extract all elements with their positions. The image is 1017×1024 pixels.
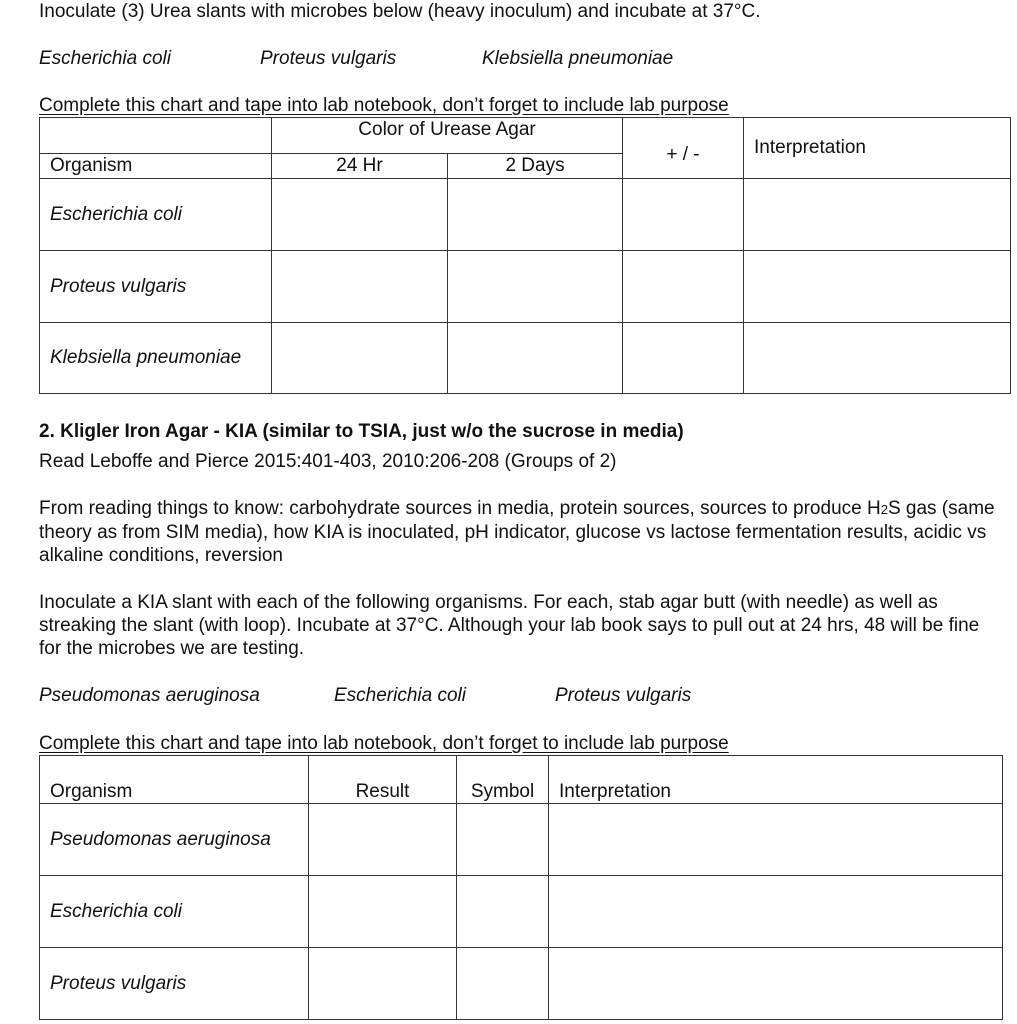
h2s-subscript: 2 xyxy=(880,502,888,517)
table-row xyxy=(40,323,1011,394)
organism-label-klebsiella: Klebsiella pneumoniae xyxy=(482,48,674,69)
result-header: Result xyxy=(309,756,457,804)
cell-2days-input[interactable] xyxy=(448,323,623,394)
table-row xyxy=(40,876,1003,948)
kia-section-title: 2. Kligler Iron Agar - KIA (similar to TSIA, just w/o the sucrose in media) xyxy=(39,421,684,442)
interpretation-header-2: Interpretation xyxy=(549,756,1003,804)
table1-corner-cell xyxy=(40,118,272,154)
cell-result-input[interactable] xyxy=(309,948,457,1020)
cell-2days-input[interactable] xyxy=(448,251,623,323)
cell-24hr-input[interactable] xyxy=(272,251,448,323)
chart-instruction-1: Complete this chart and tape into lab notebook, don’t forget to include lab purpose xyxy=(39,95,729,116)
cell-24hr-input[interactable] xyxy=(272,323,448,394)
cell-24hr-input[interactable] xyxy=(272,179,448,251)
organism-label-proteus: Proteus vulgaris xyxy=(260,48,397,69)
symbol-header: Symbol xyxy=(457,756,549,804)
table-row xyxy=(40,179,1011,251)
kia-chart-table xyxy=(39,755,1003,1020)
cell-interpretation-input[interactable] xyxy=(744,323,1011,394)
cell-interpretation-input[interactable] xyxy=(549,804,1003,876)
kia-inoculate-instruction: Inoculate a KIA slant with each of the following organisms. For each, stab agar butt (with needle) as well as streaking the slant (with loop). Incubate at 37°C. Although your lab book says to pull out at 24 hrs, 48 will be fine for the microbes we are testing. xyxy=(39,592,980,659)
cell-2days-input[interactable] xyxy=(448,179,623,251)
kia-organism-proteus: Proteus vulgaris xyxy=(555,685,692,706)
know-text-before: From reading things to know: carbohydrate sources in media, protein sources, sources to produce H xyxy=(39,498,881,519)
kia-reading-assignment: Read Leboffe and Pierce 2015:401-403, 2010:206-208 (Groups of 2) xyxy=(39,451,617,472)
cell-symbol-input[interactable] xyxy=(457,804,549,876)
row-organism-proteus-2: Proteus vulgaris xyxy=(40,948,309,1020)
row-organism-proteus: Proteus vulgaris xyxy=(40,251,272,323)
cell-plus-minus-input[interactable] xyxy=(623,251,744,323)
cell-plus-minus-input[interactable] xyxy=(623,323,744,394)
cell-plus-minus-input[interactable] xyxy=(623,179,744,251)
interpretation-header-1: Interpretation xyxy=(744,118,1011,179)
cell-interpretation-input[interactable] xyxy=(549,876,1003,948)
table-row xyxy=(40,804,1003,876)
row-organism-klebsiella: Klebsiella pneumoniae xyxy=(40,323,272,394)
cell-symbol-input[interactable] xyxy=(457,876,549,948)
plus-minus-header: + / - xyxy=(623,118,744,179)
chart-instruction-2: Complete this chart and tape into lab notebook, don’t forget to include lab purpose xyxy=(39,733,729,754)
urease-color-group-header: Color of Urease Agar xyxy=(272,118,623,154)
kia-organism-pseudomonas: Pseudomonas aeruginosa xyxy=(39,685,260,706)
cell-result-input[interactable] xyxy=(309,804,457,876)
urea-instruction: Inoculate (3) Urea slants with microbes below (heavy inoculum) and incubate at 37°C. xyxy=(39,1,761,22)
2days-header: 2 Days xyxy=(448,154,623,179)
table-row xyxy=(40,948,1003,1020)
organism-header-2: Organism xyxy=(40,756,309,804)
cell-symbol-input[interactable] xyxy=(457,948,549,1020)
row-organism-ecoli-2: Escherichia coli xyxy=(40,876,309,948)
row-organism-ecoli: Escherichia coli xyxy=(40,179,272,251)
24hr-header: 24 Hr xyxy=(272,154,448,179)
cell-interpretation-input[interactable] xyxy=(549,948,1003,1020)
cell-interpretation-input[interactable] xyxy=(744,251,1011,323)
kia-organism-ecoli: Escherichia coli xyxy=(334,685,466,706)
organism-label-ecoli: Escherichia coli xyxy=(39,48,171,69)
organism-header-1: Organism xyxy=(40,154,272,179)
cell-interpretation-input[interactable] xyxy=(744,179,1011,251)
know-text-after: S gas (same theory as from SIM media), how KIA is inoculated, pH indicator, glucose vs lactose fermentation results, acidic vs alkaline conditions, reversion xyxy=(39,498,995,566)
cell-result-input[interactable] xyxy=(309,876,457,948)
table-row xyxy=(40,251,1011,323)
row-organism-pseudomonas: Pseudomonas aeruginosa xyxy=(40,804,309,876)
kia-things-to-know xyxy=(39,497,999,567)
urease-chart-table xyxy=(39,117,1011,394)
